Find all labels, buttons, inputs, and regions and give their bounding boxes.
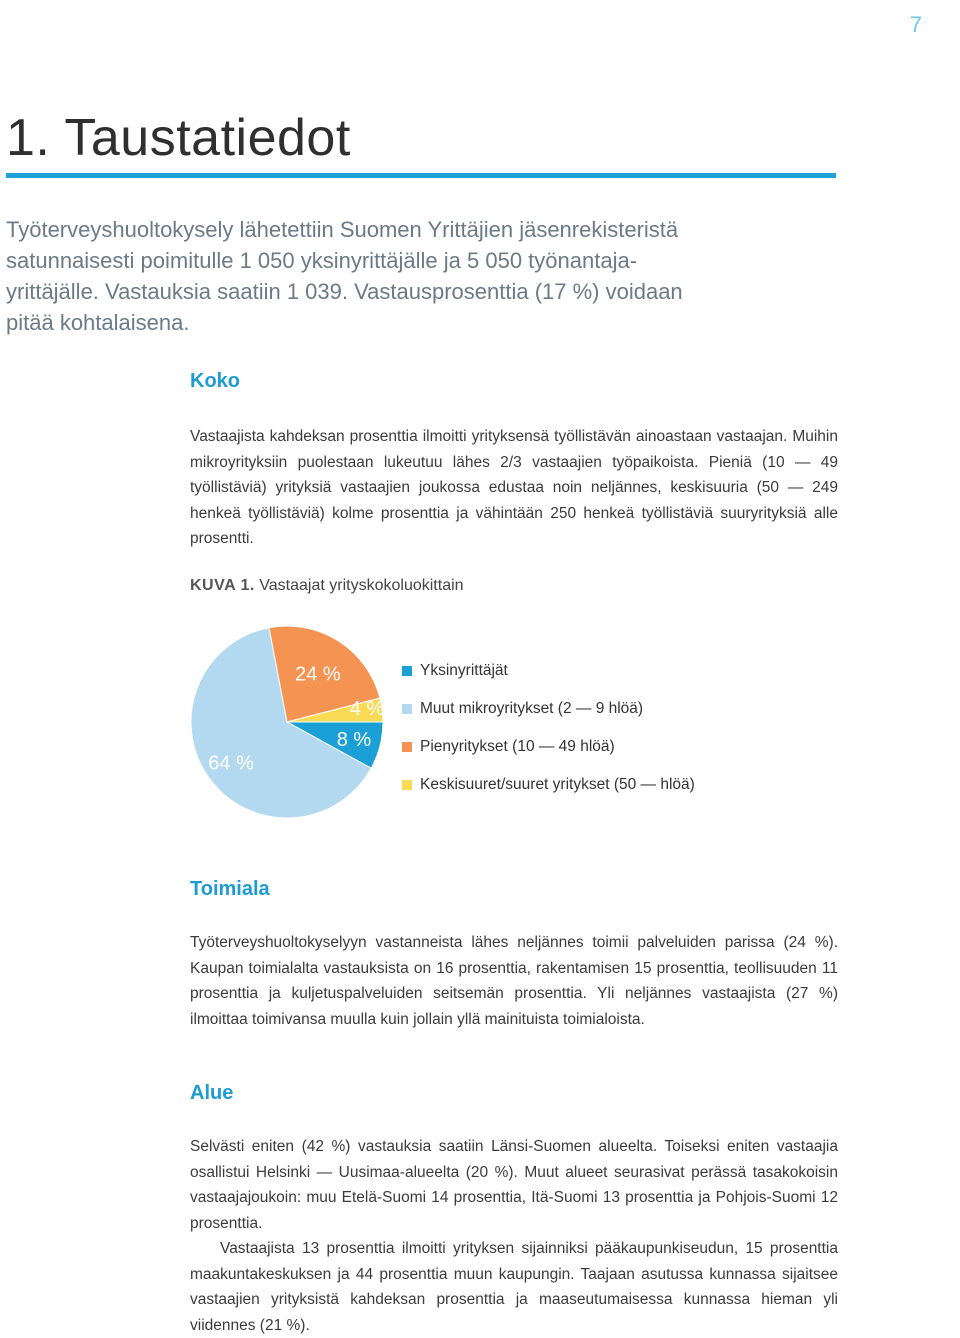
legend-swatch: [402, 742, 412, 752]
pie-slice-label: 4 %: [349, 697, 385, 720]
intro-paragraph: Työterveyshuoltokysely lähetettiin Suomen Yrittäjien jäsenrekisteristä satunnaisesti poimitulle 1 050 yksinyrittäjälle ja 5 050 työnantaja-yrittäjälle. Vastauksia saatiin 1 039. Vastausprosenttia (17 %) voidaan pitää kohtalaisena.: [6, 217, 683, 335]
legend-item: [402, 766, 695, 804]
koko-paragraph: Vastaajista kahdeksan prosenttia ilmoitti yrityksensä työllistävän ainoastaan vastaajan. Muihin mikroyrityksiin puolestaan lukeutuu lähes 2/3 vastaajien työpaikoista. Pieniä (10 — 49 työllistäviä) yrityksiä vastaajien joukossa edustaa noin neljännes, keskisuuria (50 — 249 henkeä työllistäviä) kolme prosenttia ja vähintään 250 henkeä työllistäviä suuryrityksiä alle prosentti.: [190, 428, 838, 547]
legend-label: Yksinyrittäjät: [420, 662, 508, 679]
figure-title: Vastaajat yrityskokoluokittain: [259, 577, 464, 594]
toimiala-paragraph: Työterveyshuoltokyselyyn vastanneista lähes neljännes toimii palveluiden parissa (24 %). Kaupan toimialalta vastauksista on 16 prosenttia, rakentamisen 15 prosenttia, teollisuuden 11 prosenttia ja kuljetuspalveluiden seitsemän prosenttia. Yli neljännes vastaajista (27 %) ilmoittaa toimivansa muulla kuin jollain yllä mainituista toimialoista.: [190, 934, 838, 1028]
pie-slice-label: 24 %: [295, 663, 341, 686]
section-heading-koko: Koko: [190, 370, 240, 392]
legend-label: Pienyritykset (10 — 49 hlöä): [420, 738, 615, 755]
pie-chart: [180, 615, 395, 830]
page-number: 7: [909, 12, 922, 37]
alue-paragraph-2: Vastaajista 13 prosenttia ilmoitti yrityksen sijainniksi pääkaupunkiseudun, 15 prosenttia maakuntakeskuksen ja 44 prosenttia muun kaupungin. Taajaan asutussa kunnassa sijaitsee vastaajien yrityksistä kahdeksan prosenttia ja maaseutumaisessa kunnassa hieman yli viidennes (21 %).: [190, 1240, 838, 1334]
alue-paragraph-1: Selvästi eniten (42 %) vastauksia saatiin Länsi-Suomen alueelta. Toiseksi eniten vastaajia osallistui Helsinki — Uusimaa-alueelta (20 %). Muut alueet seurasivat perässä tasakokoisin vastaajajoukoin: muu Etelä-Suomi 14 prosenttia, Itä-Suomi 13 prosenttia ja Pohjois-Suomi 12 prosenttia.: [190, 1138, 838, 1232]
alue-text: [190, 1134, 838, 1338]
title-rule: [6, 173, 836, 178]
legend-item: [402, 690, 695, 728]
chart-legend: [402, 652, 695, 804]
legend-item: [402, 652, 695, 690]
legend-swatch: [402, 780, 412, 790]
figure-caption: [190, 577, 464, 595]
section-heading-toimiala: Toimiala: [190, 878, 270, 900]
legend-label: Muut mikroyritykset (2 — 9 hlöä): [420, 700, 644, 717]
pie-slice-label: 64 %: [208, 752, 254, 775]
pie-slice-label: 8 %: [336, 729, 372, 752]
figure-label: KUVA 1.: [190, 577, 255, 594]
legend-swatch: [402, 666, 412, 676]
chapter-title: 1. Taustatiedot: [6, 109, 351, 167]
legend-item: [402, 728, 695, 766]
section-heading-alue: Alue: [190, 1082, 234, 1104]
legend-swatch: [402, 704, 412, 714]
legend-label: Keskisuuret/suuret yritykset (50 — hlöä): [420, 776, 695, 793]
